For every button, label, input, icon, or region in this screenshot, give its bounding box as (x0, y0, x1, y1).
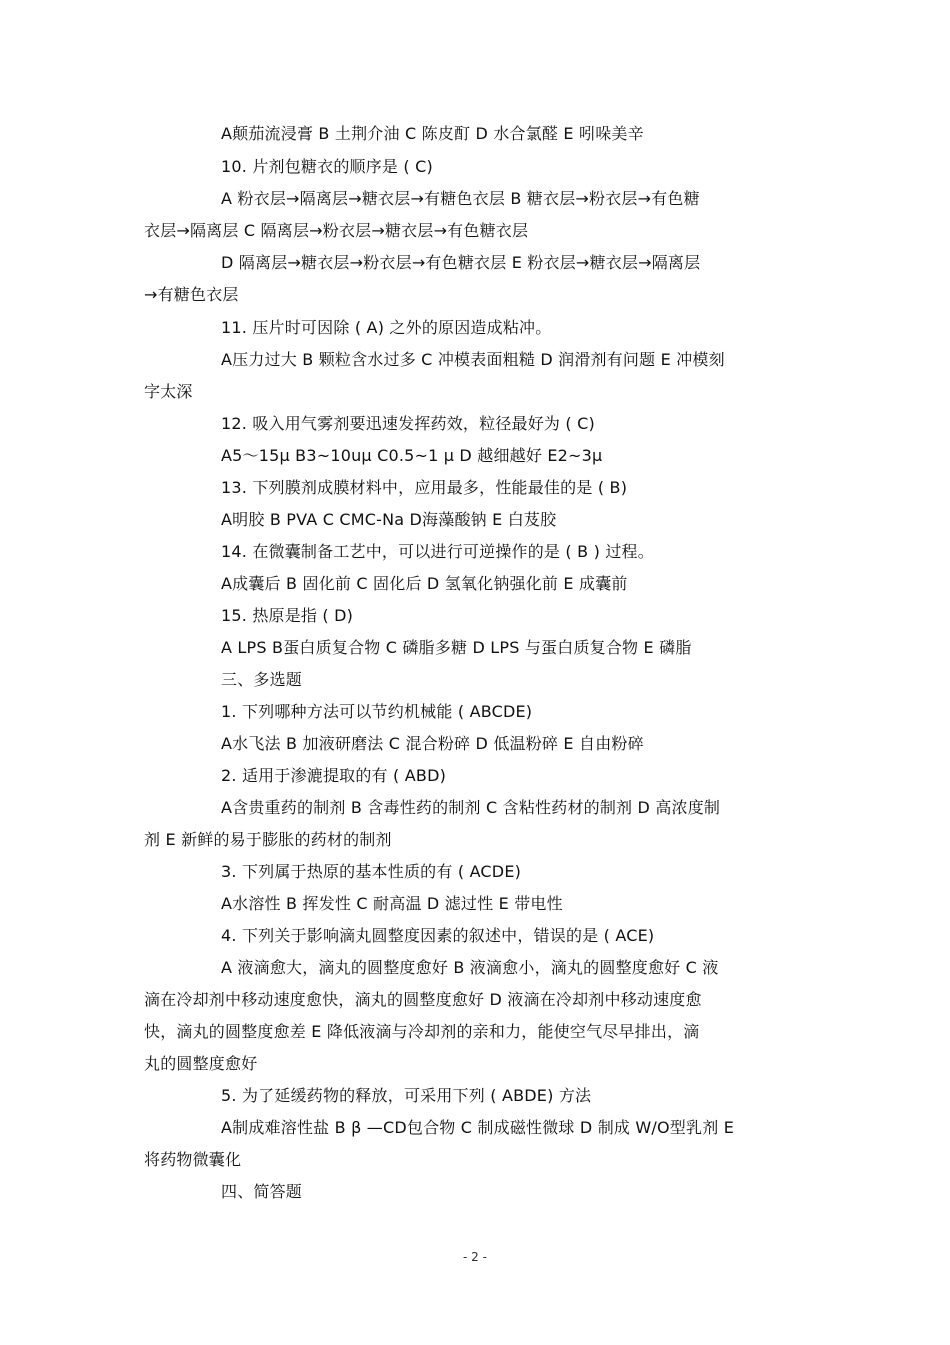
multi-question-2: 2. 适用于渗漉提取的有 ( ABD) (221, 766, 447, 785)
text-line: A水飞法 B 加液研磨法 C 混合粉碎 D 低温粉碎 E 自由粉碎 (221, 734, 644, 753)
text-line: D 隔离层→糖衣层→粉衣层→有色糖衣层 E 粉衣层→糖衣层→隔离层 (221, 253, 701, 272)
question-12: 12. 吸入用气雾剂要迅速发挥药效，粒径最好为 ( C) (221, 414, 595, 433)
text-line: A制成难溶性盐 B β —CD包合物 C 制成磁性微球 D 制成 W/O型乳剂 E (221, 1118, 735, 1137)
text-line: A5～15μ B3~10uμ C0.5~1 μ D 越细越好 E2~3μ (221, 446, 603, 465)
question-10: 10. 片剂包糖衣的顺序是 ( C) (221, 157, 433, 176)
question-11: 11. 压片时可因除 ( A) 之外的原因造成粘冲。 (221, 318, 552, 337)
text-line: A水溶性 B 挥发性 C 耐高温 D 滤过性 E 带电性 (221, 894, 563, 913)
text-line: A含贵重药的制剂 B 含毒性药的制剂 C 含粘性药材的制剂 D 高浓度制 (221, 798, 721, 817)
text-line: A压力过大 B 颗粒含水过多 C 冲模表面粗糙 D 润滑剂有问题 E 冲模刻 (221, 350, 725, 369)
section-heading: 四、简答题 (221, 1182, 303, 1201)
text-line: 字太深 (144, 382, 193, 401)
text-line: A明胶 B PVA C CMC-Na D海藻酸钠 E 白芨胶 (221, 510, 557, 529)
multi-question-1: 1. 下列哪种方法可以节约机械能 ( ABCDE) (221, 702, 533, 721)
multi-question-3: 3. 下列属于热原的基本性质的有 ( ACDE) (221, 862, 522, 881)
question-15: 15. 热原是指 ( D) (221, 606, 354, 625)
text-line: 滴在冷却剂中移动速度愈快，滴丸的圆整度愈好 D 液滴在冷却剂中移动速度愈 (144, 990, 702, 1009)
text-line: →有糖色衣层 (144, 285, 239, 304)
question-14: 14. 在微囊制备工艺中，可以进行可逆操作的是 ( B ) 过程。 (221, 542, 654, 561)
section-heading: 三、多选题 (221, 670, 303, 689)
text-line: A 液滴愈大，滴丸的圆整度愈好 B 液滴愈小，滴丸的圆整度愈好 C 液 (221, 958, 719, 977)
text-line: 快，滴丸的圆整度愈差 E 降低液滴与冷却剂的亲和力，能使空气尽早排出，滴 (144, 1022, 700, 1041)
text-line: 丸的圆整度愈好 (144, 1054, 258, 1073)
multi-question-4: 4. 下列关于影响滴丸圆整度因素的叙述中，错误的是 ( ACE) (221, 926, 655, 945)
page-number: - 2 - (463, 1250, 487, 1264)
text-line: 将药物微囊化 (144, 1150, 242, 1169)
multi-question-5: 5. 为了延缓药物的释放，可采用下列 ( ABDE) 方法 (221, 1086, 592, 1105)
text-line: 衣层→隔离层 C 隔离层→粉衣层→糖衣层→有色糖衣层 (144, 221, 529, 240)
text-line: A成囊后 B 固化前 C 固化后 D 氢氧化钠强化前 E 成囊前 (221, 574, 628, 593)
question-13: 13. 下列膜剂成膜材料中，应用最多，性能最佳的是 ( B) (221, 478, 628, 497)
text-line: A颠茄流浸膏 B 土荆介油 C 陈皮酊 D 水合氯醛 E 吲哚美辛 (221, 124, 644, 143)
text-line: A 粉衣层→隔离层→糖衣层→有糖色衣层 B 糖衣层→粉衣层→有色糖 (221, 189, 700, 208)
text-line: A LPS B蛋白质复合物 C 磷脂多糖 D LPS 与蛋白质复合物 E 磷脂 (221, 638, 692, 657)
text-line: 剂 E 新鲜的易于膨胀的药材的制剂 (144, 830, 392, 849)
